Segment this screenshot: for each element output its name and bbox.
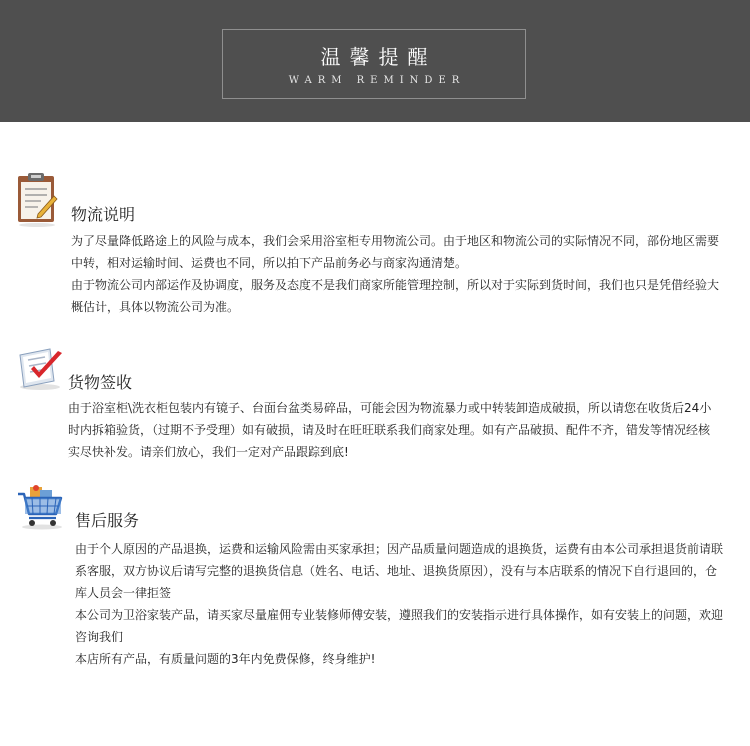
banner-title: 温馨提醒 [320, 45, 437, 69]
clipboard-pen-icon [16, 172, 58, 232]
banner-subtitle: WARM REMINDER [288, 75, 466, 86]
paragraph: 为了尽量降低路途上的风险与成本，我们会采用浴室柜专用物流公司。由于地区和物流公司的实际情况不同，部份地区需要中转，相对运输时间、运费也不同，所以拍下产品前务必与商家沟通清楚。 [71, 234, 720, 270]
section-title-after-sales: 售后服务 [75, 511, 140, 530]
section-body-receipt [68, 397, 720, 463]
banner-frame [222, 29, 526, 99]
paragraph: 由于物流公司内部运作及协调度，服务及态度不是我们商家所能管理控制，所以对于实际到货时间，我们也只是凭借经验大概估计，具体以物流公司为准。 [71, 278, 720, 314]
paragraph: 本公司为卫浴家装产品，请买家尽量雇佣专业装修师傅安装，遵照我们的安装指示进行具体操作，如有安装上的问题，欢迎咨询我们 [75, 608, 724, 644]
paragraph: 本店所有产品，有质量问题的3年内免费保修，终身维护! [75, 652, 376, 666]
section-title-logistics: 物流说明 [71, 205, 136, 224]
paragraph: 由于个人原因的产品退换，运费和运输风险需由买家承担；因产品质量问题造成的退换货，运费有由本公司承担退货前请联系客服，双方协议后请写完整的退换货信息（姓名、电话、地址、退换货原因），没有与本店联系的情况下自行退回的，仓库人员会一律拒签 [75, 542, 724, 600]
section-title-receipt: 货物签收 [68, 373, 133, 392]
section-body-logistics [71, 230, 723, 318]
header-banner [0, 0, 750, 122]
checklist-icon [16, 345, 66, 395]
shopping-cart-icon [16, 484, 66, 534]
paragraph: 由于浴室柜\洗衣柜包装内有镜子、台面台盆类易碎品，可能会因为物流暴力或中转装卸造成破损，所以请您在收货后24小时内拆箱验货，（过期不予受理）如有破损，请及时在旺旺联系我们商家处理。如有产品破损、配件不齐，错发等情况经核实尽快补发。请亲们放心，我们一定对产品跟踪到底! [68, 401, 712, 459]
section-body-after-sales [75, 538, 727, 670]
